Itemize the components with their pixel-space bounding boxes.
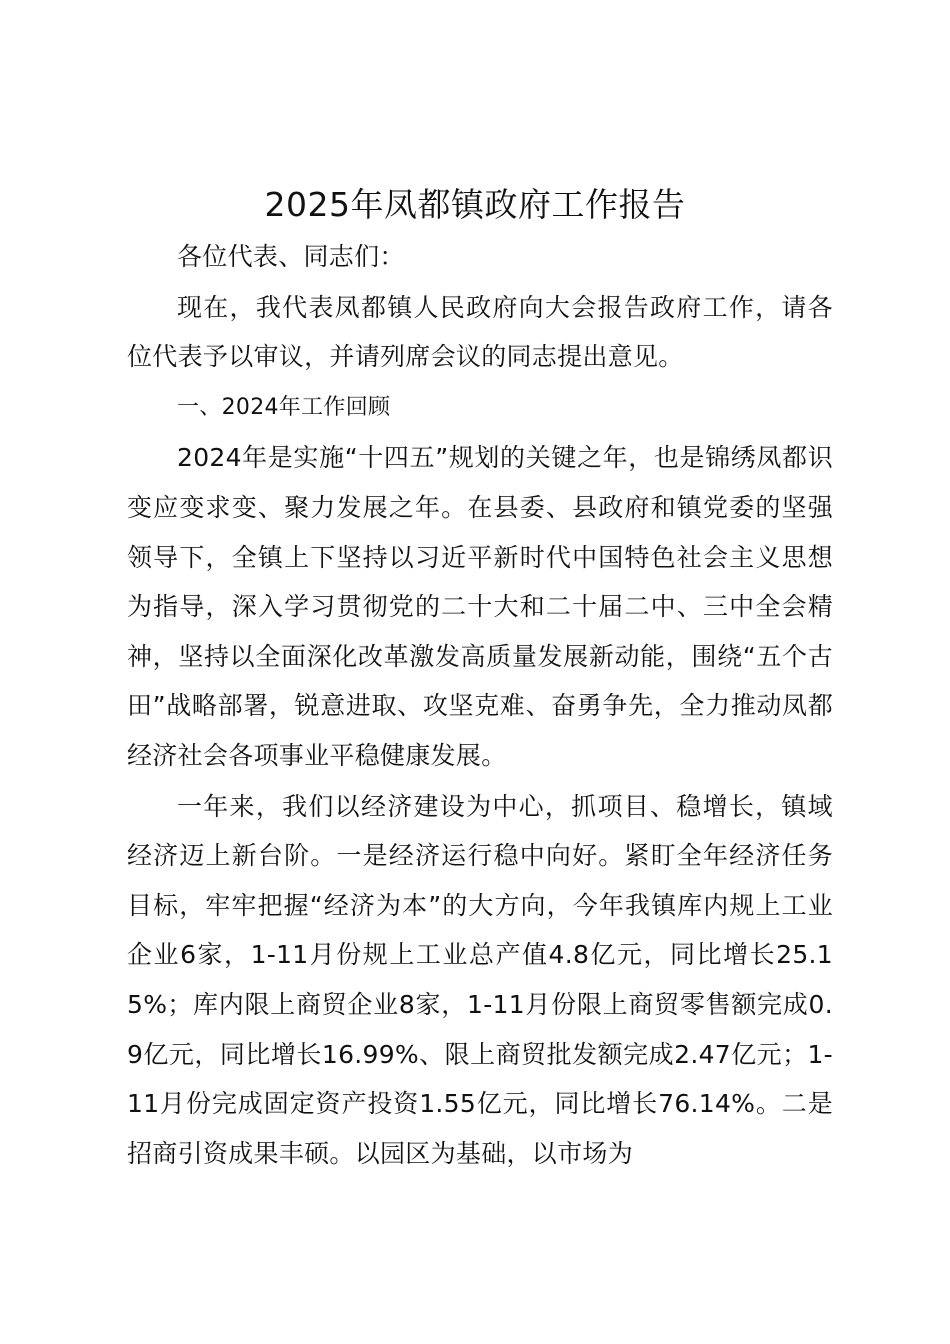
review-paragraph: 2024年是实施“十四五”规划的关键之年，也是锦绣凤都识变应变求变、聚力发展之年。在县委、县政府和镇党委的坚强领导下，全镇上下坚持以习近平新时代中国特色社会主义思想为指导，深入学习贯彻党的二十大和二十届二中、三中全会精神，坚持以全面深化改革激发高质量发展新动能，围绕“五个古田”战略部署，锐意进取、攻坚克难、奋勇争先，全力推动凤都经济社会各项事业平稳健康发展。 bbox=[127, 443, 833, 770]
economy-paragraph: 一年来，我们以经济建设为中心，抓项目、稳增长，镇域经济迈上新台阶。一是经济运行稳中向好。紧盯全年经济任务目标，牢牢把握“经济为本”的大方向，今年我镇库内规上工业企业6家，1-11月份规上工业总产值4.8亿元，同比增长25.15%；库内限上商贸企业8家，1-11月份限上商贸零售额完成0.9亿元，同比增长16.99%、限上商贸批发额完成2.47亿元；1-11月份完成固定资产投资1.55亿元，同比增长76.14%。二是招商引资成果丰硕。以园区为基础，以市场为 bbox=[127, 791, 833, 1168]
document-body bbox=[127, 232, 833, 1179]
opening-paragraph: 现在，我代表凤都镇人民政府向大会报告政府工作，请各位代表予以审议，并请列席会议的同志提出意见。 bbox=[127, 292, 833, 372]
document-title: 2025年凤都镇政府工作报告 bbox=[264, 185, 686, 224]
section-heading: 一、2024年工作回顾 bbox=[177, 394, 391, 420]
salutation-paragraph: 各位代表、同志们： bbox=[177, 242, 405, 271]
